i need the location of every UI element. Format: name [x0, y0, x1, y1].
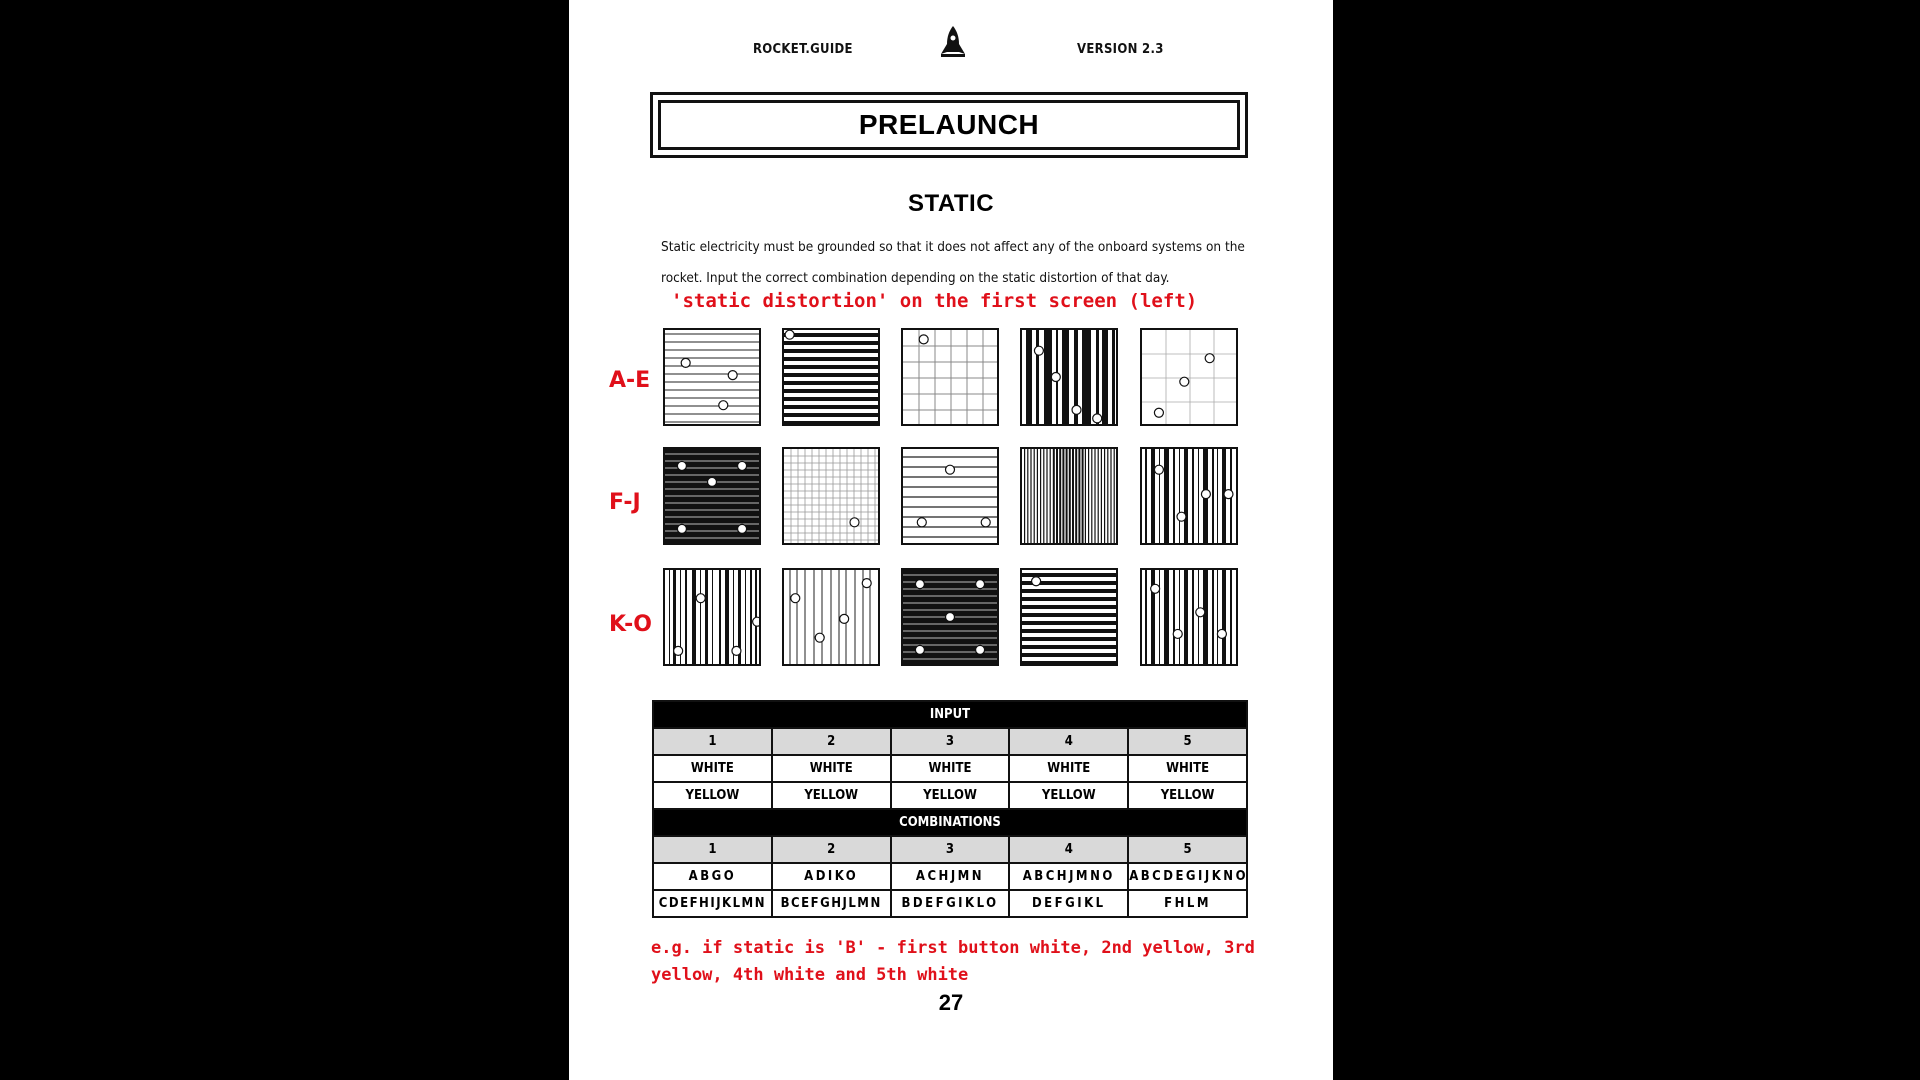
- combinations-heading: COMBINATIONS: [653, 809, 1247, 836]
- static-pattern-n: [1020, 568, 1118, 666]
- input-col-3: 3: [891, 728, 1010, 755]
- input-yellow-3: YELLOW: [891, 782, 1010, 809]
- pattern-dot: [815, 633, 824, 642]
- pattern-dot: [674, 646, 683, 655]
- pattern-dot: [840, 614, 849, 623]
- input-col-5: 5: [1128, 728, 1247, 755]
- page-title: PRELAUNCH: [658, 100, 1240, 150]
- pattern-graphic: [665, 449, 759, 543]
- pattern-graphic: [784, 330, 878, 424]
- document-page: [569, 0, 1333, 1080]
- input-yellow-2: YELLOW: [772, 782, 891, 809]
- pattern-dot: [785, 330, 794, 339]
- pattern-dot: [1201, 490, 1210, 499]
- annotation-bottom: [651, 935, 1255, 989]
- pattern-graphic: [1022, 570, 1116, 664]
- pattern-graphic: [784, 449, 878, 543]
- pattern-dot: [1205, 354, 1214, 363]
- pattern-dot: [708, 477, 717, 486]
- combo-yellow-2: BCEFGHJLMN: [772, 890, 891, 917]
- pattern-dot: [738, 524, 747, 533]
- input-white-1: WHITE: [653, 755, 772, 782]
- header-brand: ROCKET.GUIDE: [753, 42, 853, 57]
- pattern-dot: [976, 645, 985, 654]
- combo-yellow-4: DEFGIKL: [1009, 890, 1128, 917]
- pattern-dot: [1173, 629, 1182, 638]
- pattern-dot: [1217, 629, 1226, 638]
- pattern-dot: [791, 594, 800, 603]
- pattern-dot: [981, 518, 990, 527]
- input-yellow-1: YELLOW: [653, 782, 772, 809]
- pattern-dot: [1093, 414, 1102, 423]
- rocket-icon: [935, 24, 971, 60]
- static-pattern-h: [901, 447, 999, 545]
- pattern-dot: [946, 613, 955, 622]
- input-heading: INPUT: [653, 701, 1247, 728]
- combo-white-3: ACHJMN: [891, 863, 1010, 890]
- pattern-dot: [917, 518, 926, 527]
- pattern-graphic: [665, 570, 759, 664]
- row-label-f-j: F-J: [609, 490, 641, 515]
- pattern-dot: [946, 465, 955, 474]
- static-pattern-g: [782, 447, 880, 545]
- annotation-top: 'static distortion' on the first screen (left): [671, 290, 1198, 312]
- pattern-dot: [1224, 490, 1233, 499]
- pattern-dot: [862, 579, 871, 588]
- combo-yellow-1: CDEFHIJKLMN: [653, 890, 772, 917]
- input-white-5: WHITE: [1128, 755, 1247, 782]
- static-pattern-a: [663, 328, 761, 426]
- pattern-graphic: [903, 449, 997, 543]
- pattern-graphic: [1022, 330, 1116, 424]
- combo-col-2: 2: [772, 836, 891, 863]
- pattern-dot: [1177, 512, 1186, 521]
- input-col-1: 1: [653, 728, 772, 755]
- pattern-graphic: [1022, 449, 1116, 543]
- header-version: VERSION 2.3: [1077, 42, 1164, 57]
- pattern-dot: [1051, 373, 1060, 382]
- pattern-graphic: [1142, 449, 1236, 543]
- pattern-dot: [1032, 577, 1041, 586]
- pattern-dot: [1034, 346, 1043, 355]
- pattern-graphic: [1142, 330, 1236, 424]
- annotation-bottom-line2: yellow, 4th white and 5th white: [651, 965, 969, 985]
- pattern-dot: [738, 461, 747, 470]
- annotation-bottom-line1: e.g. if static is 'B' - first button white, 2nd yellow, 3rd: [651, 938, 1255, 958]
- static-pattern-b: [782, 328, 880, 426]
- combo-col-4: 4: [1009, 836, 1128, 863]
- pattern-dot: [681, 358, 690, 367]
- pattern-graphic: [903, 570, 997, 664]
- pattern-dot: [728, 371, 737, 380]
- combo-white-1: ABGO: [653, 863, 772, 890]
- pattern-graphic: [1142, 570, 1236, 664]
- pattern-dot: [1154, 408, 1163, 417]
- pattern-dot: [976, 580, 985, 589]
- input-yellow-5: YELLOW: [1128, 782, 1247, 809]
- combo-col-3: 3: [891, 836, 1010, 863]
- pattern-graphic: [665, 330, 759, 424]
- input-white-3: WHITE: [891, 755, 1010, 782]
- combo-white-4: ABCHJMNO: [1009, 863, 1128, 890]
- combo-col-1: 1: [653, 836, 772, 863]
- combo-yellow-5: FHLM: [1128, 890, 1247, 917]
- pattern-dot: [719, 401, 728, 410]
- static-pattern-c: [901, 328, 999, 426]
- row-label-a-e: A-E: [609, 368, 651, 393]
- section-paragraph: Static electricity must be grounded so that it does not affect any of the onboard systems on the rocket. Input the correct combination depending on the static distortion of that day.: [661, 239, 1245, 286]
- pattern-dot: [915, 645, 924, 654]
- pattern-dot: [732, 646, 741, 655]
- static-pattern-j: [1140, 447, 1238, 545]
- input-white-4: WHITE: [1009, 755, 1128, 782]
- section-heading: STATIC: [907, 190, 995, 217]
- pattern-dot: [1154, 465, 1163, 474]
- pattern-dot: [677, 524, 686, 533]
- pattern-dot: [919, 335, 928, 344]
- static-pattern-i: [1020, 447, 1118, 545]
- title-box: [650, 92, 1248, 158]
- pattern-dot: [1180, 377, 1189, 386]
- static-pattern-d: [1020, 328, 1118, 426]
- pattern-graphic: [903, 330, 997, 424]
- static-pattern-f: [663, 447, 761, 545]
- input-col-2: 2: [772, 728, 891, 755]
- input-combination-table: [652, 700, 1248, 918]
- input-white-2: WHITE: [772, 755, 891, 782]
- pattern-dot: [850, 518, 859, 527]
- pattern-dot: [753, 617, 759, 626]
- combo-col-5: 5: [1128, 836, 1247, 863]
- pattern-dot: [1072, 405, 1081, 414]
- static-pattern-l: [782, 568, 880, 666]
- combo-white-5: ABCDEGIJKNO: [1128, 863, 1247, 890]
- pattern-dot: [1151, 584, 1160, 593]
- pattern-dot: [696, 594, 705, 603]
- page-number: 27: [938, 990, 964, 1015]
- pattern-dot: [677, 461, 686, 470]
- input-col-4: 4: [1009, 728, 1128, 755]
- static-pattern-k: [663, 568, 761, 666]
- row-label-k-o: K-O: [609, 612, 652, 637]
- static-pattern-m: [901, 568, 999, 666]
- static-pattern-e: [1140, 328, 1238, 426]
- pattern-graphic: [784, 570, 878, 664]
- combo-white-2: ADIKO: [772, 863, 891, 890]
- combo-yellow-3: BDEFGIKLO: [891, 890, 1010, 917]
- pattern-dot: [1196, 608, 1205, 617]
- pattern-dot: [915, 580, 924, 589]
- static-pattern-o: [1140, 568, 1238, 666]
- input-yellow-4: YELLOW: [1009, 782, 1128, 809]
